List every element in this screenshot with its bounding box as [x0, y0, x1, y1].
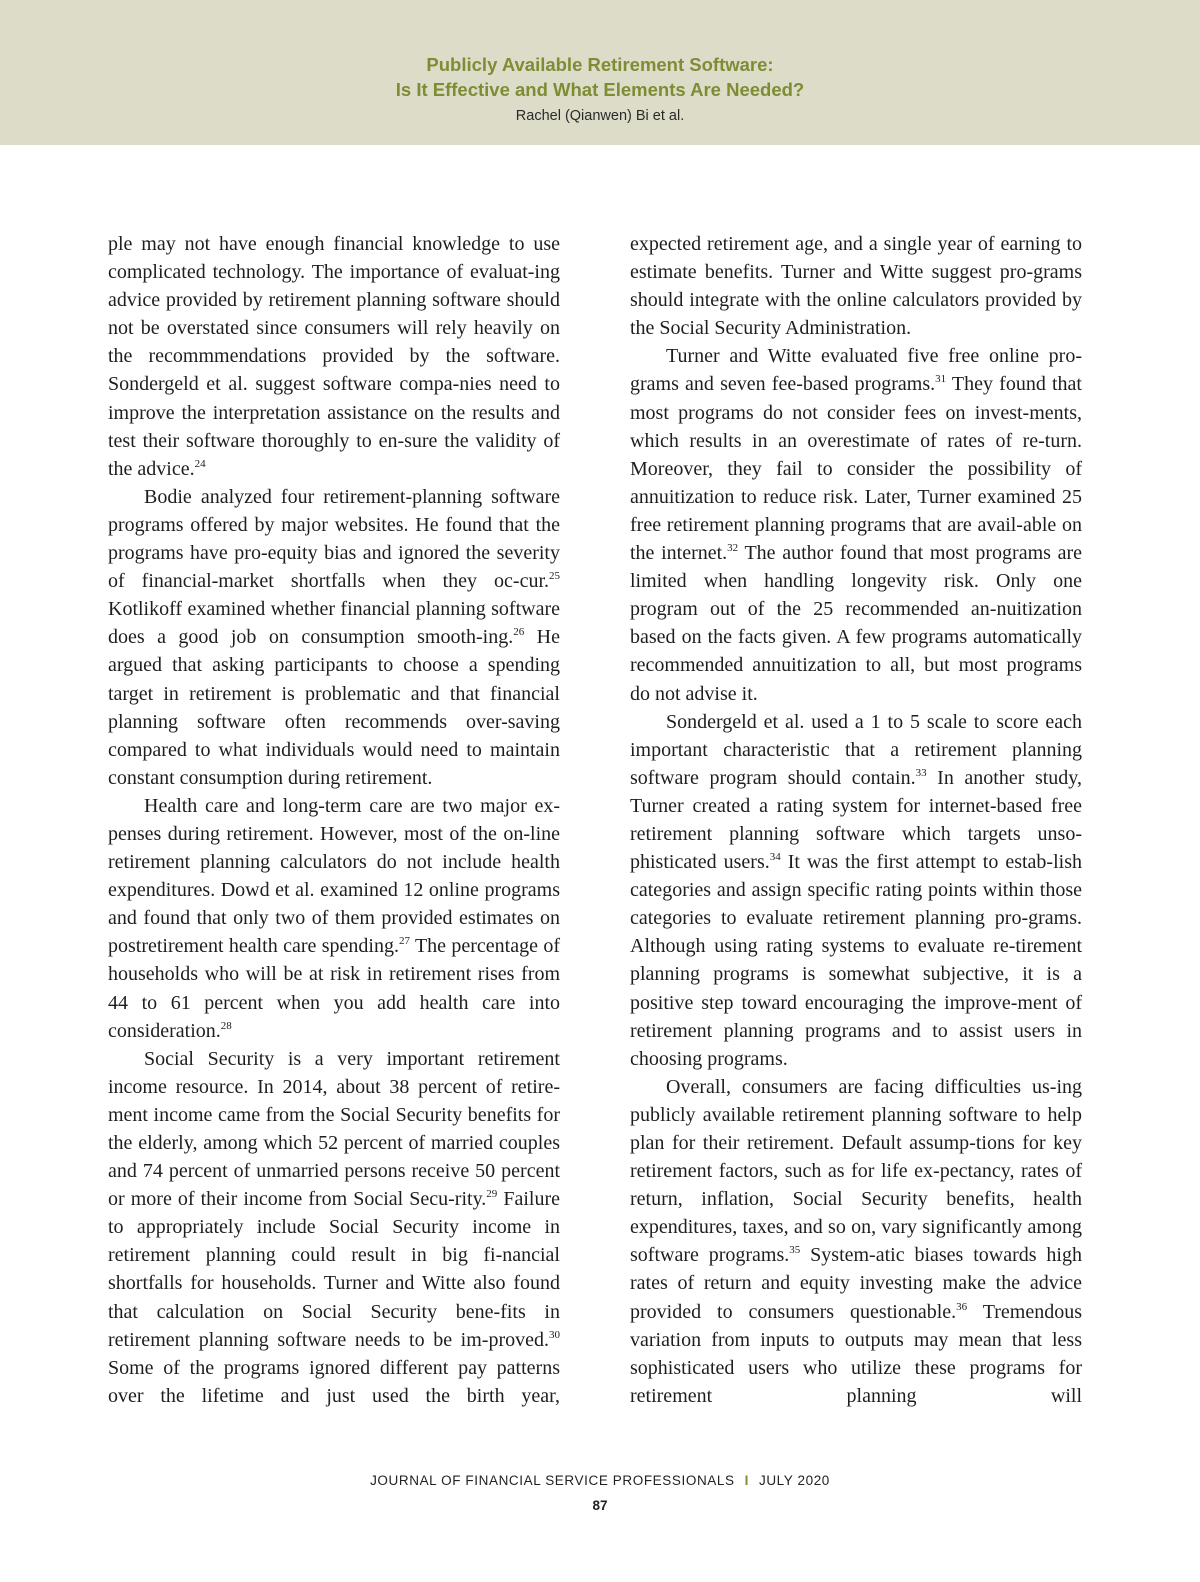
footnote-ref: 27 [398, 935, 410, 948]
footnote-ref: 32 [727, 542, 739, 555]
footnote-ref: 25 [549, 570, 560, 583]
paragraph: Health care and long-term care are two major ex-penses during retirement. However, most of the on-line retirement planning calculators do not include health expenditures. Dowd et al. examined 12 online programs and found that only two of them provided estimates on postretirement health care spending.$^{27}$ The percentage of households who will be at risk in retirement rises from 44 to 61 percent when you add health care into consideration.$^{28}$ [108, 794, 560, 1042]
running-header [0, 0, 1200, 145]
left-column [108, 230, 560, 1410]
footnote-ref: 28 [220, 1019, 232, 1032]
paragraph: Social Security is a very important retirement income resource. In 2014, about 38 percent of retire-ment income came from the Social Security benefits for the elderly, among which 52 percent of married couples and 74 percent of unmarried persons receive 50 percent or more of their income from Social Secu-rity.$^{29}$ Failure to appropriately include Social Security income in retirement planning could result in big fi-nancial shortfalls for households. Turner and Witte also found that calculation on Social Security bene-fits in retirement planning software needs to be im-proved.$^{30}$ Some of the programs ignored different pay patterns over the lifetime and just used the birth year, [108, 1047, 560, 1407]
header-title-line1: Publicly Available Retirement Software: [426, 54, 774, 75]
footnote-ref: 34 [769, 851, 781, 864]
footnote-ref: 24 [194, 457, 206, 470]
footnote-ref: 30 [549, 1328, 560, 1341]
footer-separator: I [744, 1473, 749, 1488]
footnote-ref: 29 [486, 1188, 498, 1201]
paragraph: Sondergeld et al. used a 1 to 5 scale to score each important characteristic that a retirement planning software program should contain.$^{33}$ In another study, Turner created a rating system for internet-based free retirement planning software which targets unso-phisticated users.$^{34}$ It was the first attempt to estab-lish categories and assign specific rating points within those categories to evaluate retirement planning pro-grams. Although using rating systems to evaluate re-tirement planning programs is somewhat subjective, it is a positive step toward encouraging the improve-ment of retirement planning programs and to assist users in choosing programs. [630, 710, 1083, 1070]
right-column [630, 230, 1082, 1410]
page-number: 87 [592, 1498, 608, 1513]
paragraph: Turner and Witte evaluated five free online pro-grams and seven fee-based programs.$^{31}$ They found that most programs do not consider fees on invest-ments, which results in an overestimate of rates of re-turn. Moreover, they fail to consider the possibility of annuitization to reduce risk. Later, Turner examined 25 free retirement planning programs that are avail-able on the internet.$^{32}$ The author found that most programs are limited when handling longevity risk. Only one program out of the 25 recommended an-nuitization based on the facts given. A few programs automatically recommended annuitization to all, but most programs do not advise it. [630, 345, 1082, 705]
paragraph: ple may not have enough financial knowledge to use complicated technology. The importance of evaluat-ing advice provided by retirement planning software should not be overstated since consumers will rely heavily on the recommmendations provided by the software. Sondergeld et al. suggest software compa-nies need to improve the interpretation assistance on the results and test their software thoroughly to en-sure the validity of the advice.$^{24}$ [108, 233, 560, 480]
paragraph: Bodie analyzed four retirement-planning software programs offered by major websites. He found that the programs have pro-equity bias and ignored the severity of financial-market shortfalls when they oc-cur.$^{25}$ Kotlikoff examined whether financial planning software does a good job on consumption smooth-ing.$^{26}$ He argued that asking participants to choose a spending target in retirement is problematic and that financial planning software often recommends over-saving compared to what individuals would need to maintain constant consumption during retirement. [108, 485, 560, 789]
journal-name: JOURNAL OF FINANCIAL SERVICE PROFESSIONALS [370, 1473, 735, 1488]
footnote-ref: 33 [915, 766, 927, 779]
footnote-ref: 26 [513, 626, 525, 639]
header-title-line2: Is It Effective and What Elements Are Needed? [395, 79, 805, 100]
footnote-ref: 36 [956, 1300, 968, 1313]
footnote-ref: 31 [935, 373, 947, 386]
footnote-ref: 35 [789, 1244, 801, 1257]
header-author: Rachel (Qianwen) Bi et al. [515, 108, 685, 124]
issue-date: JULY 2020 [758, 1473, 830, 1488]
running-footer [0, 1473, 1200, 1488]
paragraph: Overall, consumers are facing difficulties us-ing publicly available retirement planning software to help plan for their retirement. Default assump-tions for key retirement factors, such as for life ex-pectancy, rates of return, inflation, Social Security benefits, health expenditures, taxes, and so on, vary significantly among software programs.$^{35}$ System-atic biases towards high rates of return and equity investing make the advice provided to consumers questionable.$^{36}$ Tremendous variation from inputs to outputs may mean that less sophisticated users who utilize these programs for retirement planning will [630, 1075, 1082, 1407]
paragraph: expected retirement age, and a single year of earning to estimate benefits. Turner and Witte suggest pro-grams should integrate with the online calculators provided by the Social Security Administration. [630, 233, 1082, 340]
